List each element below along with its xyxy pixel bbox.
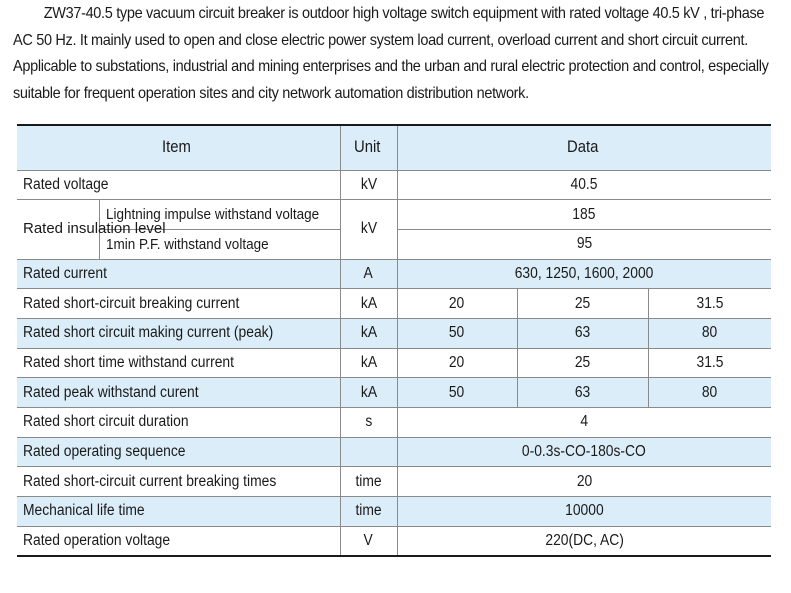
table-row bbox=[17, 200, 771, 230]
row-data: 20 bbox=[397, 467, 771, 497]
row-item: 1min P.F. withstand voltage bbox=[99, 229, 340, 259]
row-unit: time bbox=[340, 467, 397, 497]
row-unit bbox=[340, 437, 397, 467]
row-value: 63 bbox=[517, 318, 648, 348]
spec-table bbox=[17, 124, 771, 557]
table-row bbox=[17, 497, 771, 527]
table-row bbox=[17, 526, 771, 556]
row-data: 4 bbox=[397, 408, 771, 438]
row-item: Rated peak withstand curent bbox=[17, 378, 340, 408]
table-row bbox=[17, 437, 771, 467]
row-unit: s bbox=[340, 408, 397, 438]
row-item: Rated voltage bbox=[17, 170, 340, 200]
row-unit: kV bbox=[340, 200, 397, 259]
row-item: Lightning impulse withstand voltage bbox=[99, 200, 340, 230]
row-value: 31.5 bbox=[648, 348, 771, 378]
table-row bbox=[17, 408, 771, 438]
row-item: Rated operating sequence bbox=[17, 437, 340, 467]
table-header-row bbox=[17, 125, 771, 170]
row-item: Rated short circuit duration bbox=[17, 408, 340, 438]
row-unit: kA bbox=[340, 289, 397, 319]
row-item: Rated short-circuit current breaking times bbox=[17, 467, 340, 497]
row-item: Rated short-circuit breaking current bbox=[17, 289, 340, 319]
row-value: 31.5 bbox=[648, 289, 771, 319]
row-data: 220(DC, AC) bbox=[397, 526, 771, 556]
table-row bbox=[17, 289, 771, 319]
row-data: 630, 1250, 1600, 2000 bbox=[397, 259, 771, 289]
row-item: Mechanical life time bbox=[17, 497, 340, 527]
insulation-group-label: Rated insulation level bbox=[17, 200, 99, 259]
header-item: Item bbox=[17, 125, 340, 170]
row-value: 20 bbox=[397, 289, 517, 319]
row-data: 185 bbox=[397, 200, 771, 230]
row-unit: A bbox=[340, 259, 397, 289]
row-value: 25 bbox=[517, 348, 648, 378]
row-data: 10000 bbox=[397, 497, 771, 527]
row-unit: V bbox=[340, 526, 397, 556]
row-value: 50 bbox=[397, 378, 517, 408]
row-item: Rated operation voltage bbox=[17, 526, 340, 556]
header-unit: Unit bbox=[340, 125, 397, 170]
row-item: Rated current bbox=[17, 259, 340, 289]
row-value: 25 bbox=[517, 289, 648, 319]
table-row bbox=[17, 318, 771, 348]
row-value: 20 bbox=[397, 348, 517, 378]
row-unit: kA bbox=[340, 378, 397, 408]
intro-text: ZW37-40.5 type vacuum circuit breaker is outdoor high voltage switch equipment with rated voltage 40.5 kV , tri-phase AC 50 Hz. It mainly used to open and close electric power system load current, overload current and short circuit current. Applicable to substations, industrial and mining enterprises and the urban and rural electric protection and control, especially suitable for frequent operation sites and city network automation distribution network. bbox=[13, 5, 769, 103]
row-unit: kA bbox=[340, 318, 397, 348]
row-unit: kV bbox=[340, 170, 397, 200]
row-item: Rated short circuit making current (peak) bbox=[17, 318, 340, 348]
table-row bbox=[17, 467, 771, 497]
row-data: 95 bbox=[397, 229, 771, 259]
intro-paragraph bbox=[13, 1, 783, 108]
row-item: Rated short time withstand current bbox=[17, 348, 340, 378]
table-row bbox=[17, 170, 771, 200]
row-value: 50 bbox=[397, 318, 517, 348]
row-data: 0-0.3s-CO-180s-CO bbox=[397, 437, 771, 467]
row-value: 80 bbox=[648, 318, 771, 348]
row-data: 40.5 bbox=[397, 170, 771, 200]
table-row bbox=[17, 348, 771, 378]
row-value: 63 bbox=[517, 378, 648, 408]
table-row bbox=[17, 259, 771, 289]
row-unit: time bbox=[340, 497, 397, 527]
row-value: 80 bbox=[648, 378, 771, 408]
header-data: Data bbox=[397, 125, 771, 170]
row-unit: kA bbox=[340, 348, 397, 378]
table-row bbox=[17, 378, 771, 408]
